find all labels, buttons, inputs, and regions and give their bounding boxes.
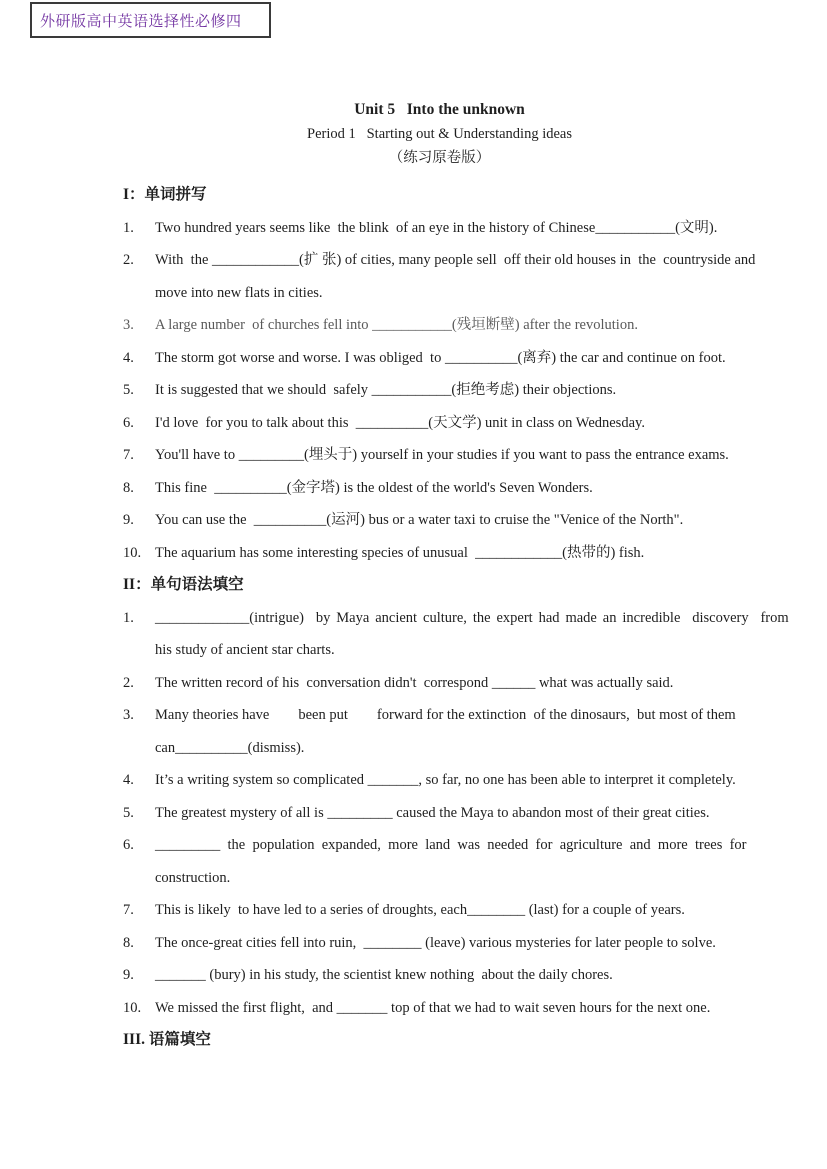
item-text [155, 959, 756, 992]
item-line: The once-great cities fell into ruin, ________ (leave) various mysteries for later people to solve. [155, 934, 716, 951]
item-number: 10. [123, 544, 142, 561]
exercise-item [123, 244, 756, 309]
item-number: 3. [123, 317, 134, 333]
item-number: 6. [123, 837, 134, 853]
item-text [155, 309, 756, 342]
item-number: 10. [123, 999, 142, 1016]
item-line: We missed the first flight, and _______ top of that we had to wait seven hours for the next one. [155, 999, 711, 1016]
item-text [155, 667, 756, 700]
exercise-item [123, 797, 756, 830]
section-heading: III. 语篇填空 [123, 1031, 211, 1048]
exercise-item [123, 472, 756, 505]
period-subtitle: Period 1 Starting out & Understanding ideas [307, 126, 572, 142]
item-text [155, 407, 756, 440]
item-number: 1. [123, 609, 134, 626]
item-line: It is suggested that we should safely ___________(拒绝考虑) their objections. [155, 382, 617, 398]
item-number: 2. [123, 674, 134, 691]
textbook-edition-label: 外研版高中英语选择性必修四 [40, 13, 242, 30]
exercise-item [123, 667, 756, 700]
item-number: 8. [123, 479, 134, 496]
textbook-edition-box [30, 2, 271, 38]
item-line: his study of ancient star charts. [155, 642, 335, 658]
item-line: The aquarium has some interesting species of unusual ____________(热带的) fish. [155, 544, 645, 561]
exercise-item [123, 309, 756, 342]
item-text [155, 829, 756, 894]
item-number: 3. [123, 707, 134, 723]
item-line: move into new flats in cities. [155, 284, 323, 301]
exercise-item [123, 699, 756, 764]
title-block [123, 98, 756, 170]
exercise-item [123, 212, 756, 245]
item-text [155, 764, 756, 797]
exercise-item [123, 829, 756, 894]
version-note: （练习原卷版） [388, 150, 491, 166]
item-line: The storm got worse and worse. I was obliged to __________(离弃) the car and continue on foot. [155, 349, 726, 366]
item-line: The written record of his conversation didn't correspond ______ what was actually said. [155, 674, 674, 691]
item-line: It’s a writing system so complicated _______, so far, no one has been able to interpret it completely. [155, 772, 736, 788]
exercise-item [123, 374, 756, 407]
item-text [155, 894, 756, 927]
item-line: I'd love for you to talk about this __________(天文学) unit in class on Wednesday. [155, 414, 645, 431]
item-line: You can use the __________(运河) bus or a water taxi to cruise the "Venice of the North". [155, 512, 684, 528]
item-number: 9. [123, 967, 134, 983]
item-number: 6. [123, 414, 134, 431]
exercise-item [123, 407, 756, 440]
item-line: This fine __________(金字塔) is the oldest of the world's Seven Wonders. [155, 479, 593, 496]
item-line: _________ the population expanded, more land was needed for agriculture and more trees for [155, 837, 747, 853]
item-line: _______ (bury) in his study, the scientist knew nothing about the daily chores. [155, 967, 613, 983]
item-text [155, 439, 756, 472]
item-number: 4. [123, 772, 134, 788]
exercise-item [123, 602, 789, 667]
item-number: 2. [123, 252, 134, 268]
item-line: construction. [155, 869, 231, 886]
item-text [155, 602, 789, 667]
exercise-item [123, 764, 756, 797]
item-text [155, 699, 756, 764]
item-text [155, 992, 756, 1025]
section-heading: I：单词拼写 [123, 186, 207, 203]
item-number: 4. [123, 349, 134, 366]
document-body [123, 179, 789, 1057]
exercise-item [123, 959, 756, 992]
item-number: 1. [123, 219, 134, 236]
exercise-item [123, 992, 756, 1025]
item-text [155, 212, 756, 245]
exercise-item [123, 537, 756, 570]
item-text [155, 797, 756, 830]
item-number: 7. [123, 902, 134, 918]
item-line: With the ____________(扩 张) of cities, many people sell off their old houses in the countryside and [155, 252, 756, 268]
item-line: can__________(dismiss). [155, 739, 305, 756]
exercise-item [123, 927, 756, 960]
exercise-item [123, 439, 756, 472]
item-number: 5. [123, 804, 134, 821]
item-text [155, 504, 756, 537]
item-line: A large number of churches fell into ___________(残垣断壁) after the revolution. [155, 317, 638, 333]
exercise-item [123, 894, 756, 927]
item-line: This is likely to have led to a series of droughts, each________ (last) for a couple of years. [155, 902, 685, 918]
item-text [155, 927, 756, 960]
unit-title: Unit 5 Into the unknown [354, 101, 525, 118]
item-line: Many theories have been put forward for the extinction of the dinosaurs, but most of them [155, 707, 736, 723]
item-number: 9. [123, 512, 134, 528]
exercise-item [123, 504, 756, 537]
item-line: You'll have to _________(埋头于) yourself in your studies if you want to pass the entrance exams. [155, 447, 729, 463]
item-number: 8. [123, 934, 134, 951]
item-line: The greatest mystery of all is _________ caused the Maya to abandon most of their great cities. [155, 804, 710, 821]
item-text [155, 374, 756, 407]
item-number: 7. [123, 447, 134, 463]
item-text [155, 472, 756, 505]
item-line: Two hundred years seems like the blink of an eye in the history of Chinese___________(文明). [155, 219, 718, 236]
item-number: 5. [123, 382, 134, 398]
item-text [155, 537, 756, 570]
item-text [155, 342, 756, 375]
item-line: _____________(intrigue) by Maya ancient culture, the expert had made an incredible discovery from [155, 609, 789, 626]
exercise-item [123, 342, 756, 375]
item-text [155, 244, 756, 309]
section-heading: II：单句语法填空 [123, 576, 244, 593]
